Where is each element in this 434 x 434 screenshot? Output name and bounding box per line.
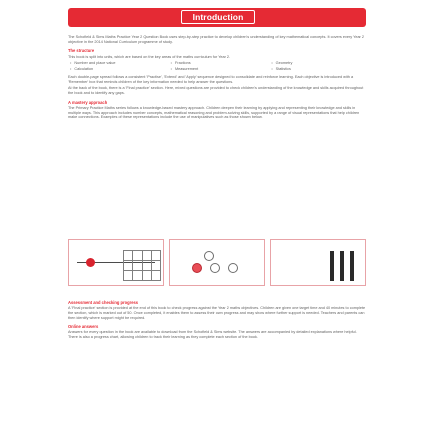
counter-icon	[210, 263, 220, 273]
structure-heading: The structure	[68, 48, 95, 54]
abacus-bead	[86, 258, 95, 267]
bar-rod	[330, 251, 334, 281]
structure-paragraph-3: At the back of the book, there is a 'Final practice' section. Here, mixed questions are provided to check children's understanding of the knowledge and skills acquired throughout the book and to identify any gaps.	[68, 86, 364, 95]
intro-banner	[68, 8, 366, 27]
place-value-grid	[123, 250, 161, 281]
lower-content	[68, 296, 366, 342]
bar-rod	[340, 251, 344, 281]
intro-text: The Schofield & Sims Maths Practice Year 2 Question Book uses step-by-step practice to develop children's understanding of key mathematical concepts. It covers every Year 2 objective in the 2014 National Curriculum programme of study.	[68, 35, 364, 44]
bar-rod	[350, 251, 354, 281]
mastery-heading: A mastery approach	[68, 99, 108, 105]
counter-group	[190, 251, 246, 277]
counter-icon	[204, 251, 214, 261]
structure-text: This book is split into units, which are based on the key areas of the maths curriculum for Year 2.	[68, 54, 231, 59]
tens-panel	[270, 239, 366, 286]
structure-bullet: • Number and place value	[70, 61, 165, 66]
structure-bullet: • Calculation	[70, 67, 165, 72]
structure-paragraph-2: Each double-page spread follows a consistent 'Practise', 'Extend' and 'Apply' sequence designed to consolidate and reinforce learning. Each objective is introduced with a 'Remember' box that reminds children of the key information needed to help answer the questions.	[68, 74, 354, 84]
mastery-text: The Primary Practice Maths series follows a knowledge-based mastery approach. Children deepen their learning by applying and representing their knowledge and skills in multiple ways. This approach includes number concepts, mathematical reasoning and problem-solving skills, supported by a range of visual representations that help children make connections. Examples of these representations include the use of manipulatives such as those shown below.	[68, 105, 360, 120]
structure-bullet: • Fractions	[171, 61, 266, 66]
assessment-text: A 'Final practice' section is provided at the end of this book to check progress against the Year 2 maths objectives. Children are given one target time and 40 minutes to complete the section, which is marked out of 50. Once completed, it enables them to assess their own progress and may show where further support is needed. Teachers and parents can then identify where support might be required.	[68, 306, 366, 320]
place-value-panel	[68, 239, 164, 286]
structure-bullet: • Measurement	[171, 67, 266, 72]
main-content	[68, 35, 366, 122]
structure-bullets	[68, 61, 366, 71]
counter-icon	[192, 263, 202, 273]
manipulatives-figures	[68, 239, 366, 288]
answers-text: Answers for every question in the book are available to download from the Schofield & Sims website. The answers are accompanied by detailed explanations where helpful. There is also a progress chart, allowing children to track their learning as they complete each section of the book.	[68, 330, 357, 340]
counter-icon	[228, 263, 238, 273]
intro-title: Introduction	[181, 10, 255, 24]
bar-model	[327, 247, 361, 281]
structure-bullet: • Geometry	[271, 61, 366, 66]
answers-heading: Online answers	[68, 324, 99, 330]
counters-panel	[169, 239, 265, 286]
structure-bullet: • Statistics	[271, 67, 366, 72]
assessment-heading: Assessment and checking progress	[68, 300, 139, 305]
